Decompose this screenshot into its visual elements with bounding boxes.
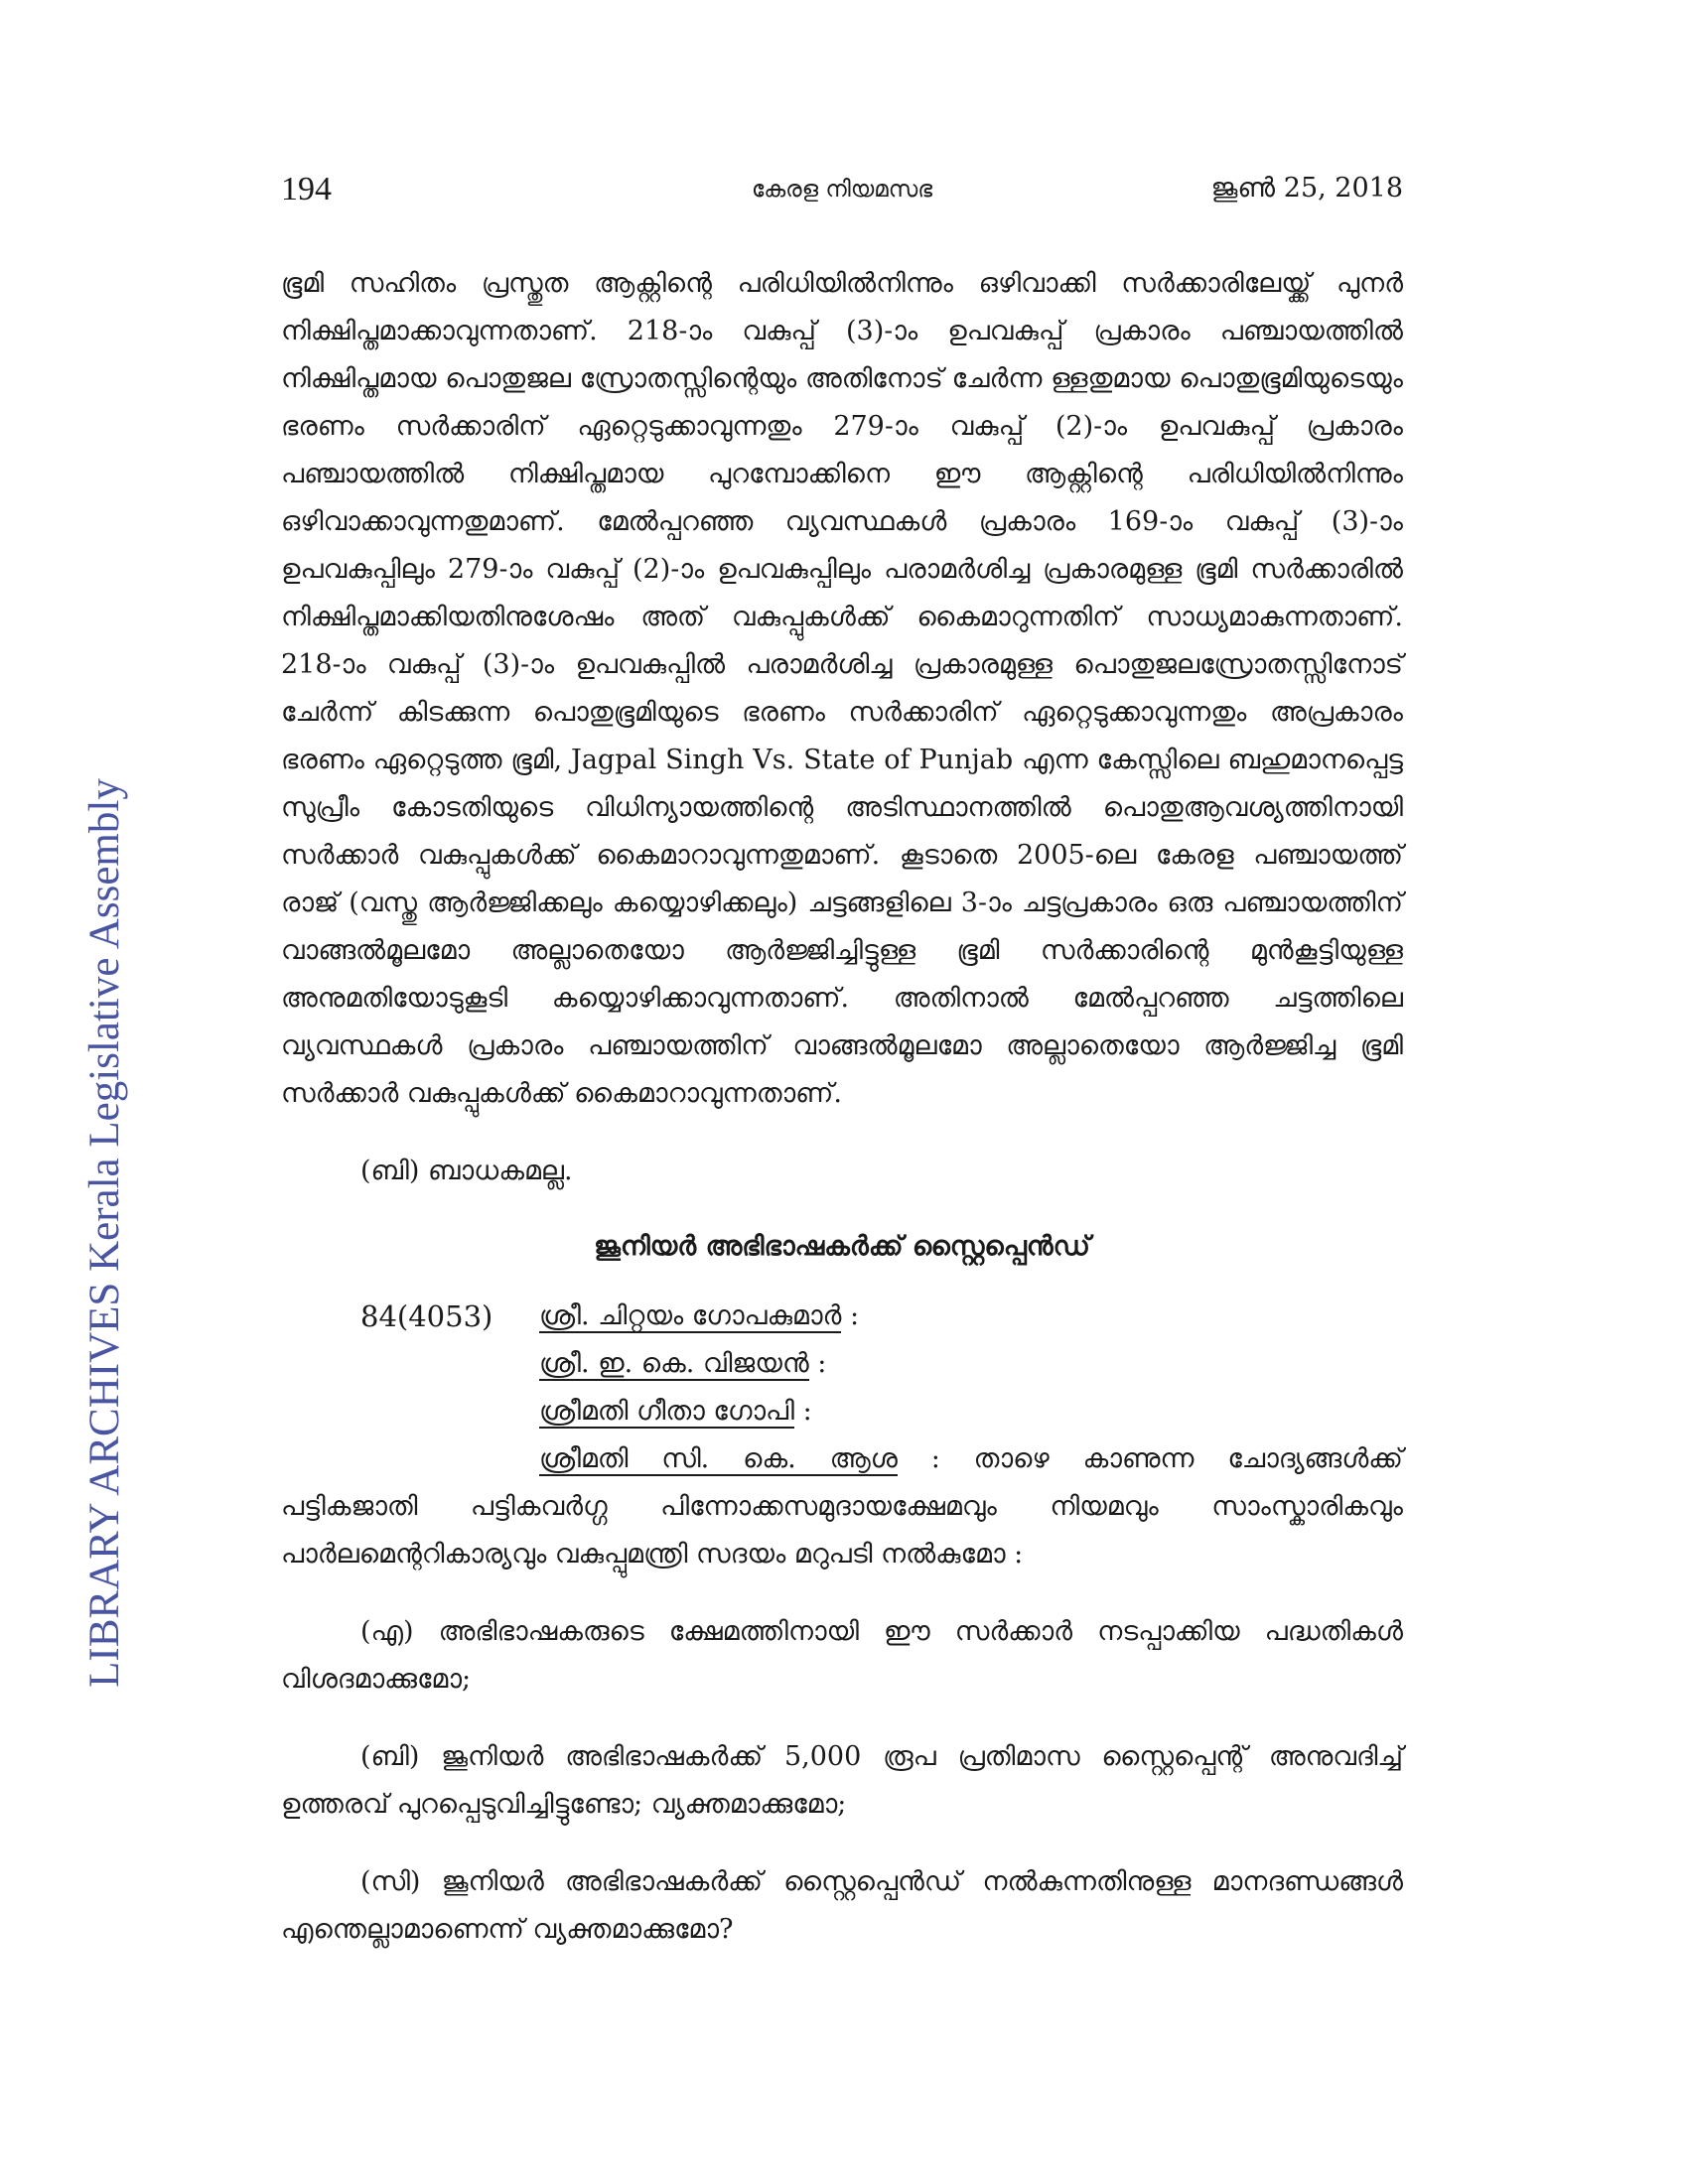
session-date: ജൂൺ 25, 2018 [1210,173,1403,204]
member-suffix: : [794,1396,812,1427]
answer-continuation-paragraph: ഭൂമി സഹിതം പ്രസ്തുത ആക്റ്റിന്റെ പരിധിയിൽനിന്നും ഒഴിവാക്കി സർക്കാരിലേയ്ക്ക് പുനർ നിക്ഷിപ്തമാക്കാവുന്നതാണ്. 218-ാം വകുപ്പ് (3)-ാം ഉപവകുപ്പ് പ്രകാരം പഞ്ചായത്തിൽ നിക്ഷിപ്തമായ പൊതുജല സ്രോതസ്സിന്റെയും അതിനോട് ചേർന്ന ള്ളതുമായ പൊതുഭൂമിയുടെയും ഭരണം സർക്കാരിന് ഏറ്റെടുക്കാവുന്നതും 279-ാം വകുപ്പ് (2)-ാം ഉപവകുപ്പ് പ്രകാരം പഞ്ചായത്തിൽ നിക്ഷിപ്തമായ പുറമ്പോക്കിനെ ഈ ആക്റ്റിന്റെ പരിധിയിൽനിന്നും ഒഴിവാക്കാവുന്നതുമാണ്. മേൽപ്പറഞ്ഞ വ്യവസ്ഥകൾ പ്രകാരം 169-ാം വകുപ്പ് (3)-ാം ഉപവകുപ്പിലും 279-ാം വകുപ്പ് (2)-ാം ഉപവകുപ്പിലും പരാമർശിച്ച പ്രകാരമുള്ള ഭൂമി സർക്കാരിൽ നിക്ഷിപ്തമാക്കിയതിനുശേഷം അത് വകുപ്പുകൾക്ക് കൈമാറുന്നതിന് സാധ്യമാകുന്നതാണ്. 218-ാം വകുപ്പ് (3)-ാം ഉപവകുപ്പിൽ പരാമർശിച്ച പ്രകാരമുള്ള പൊതുജലസ്രോതസ്സിനോട് ചേർന്ന് കിടക്കുന്ന പൊതുഭൂമിയുടെ ഭരണം സർക്കാരിന് ഏറ്റെടുക്കാവുന്നതും അപ്രകാരം ഭരണം ഏറ്റെടുത്ത ഭൂമി, Jagpal Singh Vs. State of Punjab എന്ന കേസ്സിലെ ബഹുമാനപ്പെട്ട സുപ്രീം കോടതിയുടെ വിധിന്യായത്തിന്റെ അടിസ്ഥാനത്തിൽ പൊതുആവശ്യത്തിനായി സർക്കാർ വകുപ്പുകൾക്ക് കൈമാറാവുന്നതുമാണ്. കൂടാതെ 2005-ലെ കേരള പഞ്ചായത്ത് രാജ് (വസ്തു ആർജ്ജിക്കലും കയ്യൊഴിക്കലും) ചട്ടങ്ങളിലെ 3-ാം ചട്ടപ്രകാരം ഒരു പഞ്ചായത്തിന് വാങ്ങൽമൂലമോ അല്ലാതെയോ ആർജ്ജിച്ചിട്ടുള്ള ഭൂമി സർക്കാരിന്റെ മുൻകൂട്ടിയുള്ള അനുമതിയോടുകൂടി കയ്യൊഴിക്കാവുന്നതാണ്. അതിനാൽ മേൽപ്പറഞ്ഞ ചട്ടത്തിലെ വ്യവസ്ഥകൾ പ്രകാരം പഞ്ചായത്തിന് വാങ്ങൽമൂലമോ അല്ലാതെയോ ആർജ്ജിച്ച ഭൂമി സർക്കാർ വകുപ്പുകൾക്ക് കൈമാറാവുന്നതാണ്. [281,268,1403,1109]
question-intro: : താഴെ കാണുന്ന ചോദ്യങ്ങൾക്ക് [897,1443,1403,1474]
question-item-b: (ബി) ജൂനിയർ അഭിഭാഷകർക്ക് 5,000 രൂപ പ്രതിമാസ സ്റ്റൈപ്പെന്റ് അനുവദിച്ച് ഉത്തരവ് പുറപ്പെടുവിച്ചിട്ടുണ്ടോ; വ്യക്തമാക്കുമോ; [281,1741,1403,1820]
answer-b-paragraph: (ബി) ബാധകമല്ല. [360,1156,573,1186]
question-heading: ജൂനിയർ അഭിഭാഷകർക്ക് സ്റ്റൈപ്പെൻഡ് [594,1231,1090,1262]
member-line [539,1388,1403,1435]
member-name: ശ്രീമതി ഗീതാ ഗോപി [539,1396,795,1427]
question-item-c: (സി) ജൂനിയർ അഭിഭാഷകർക്ക് സ്റ്റൈപ്പെൻഡ് നൽകുന്നതിനുള്ള മാനദണ്ഡങ്ങൾ എന്തെല്ലാമാണെന്ന് വ്യക്തമാക്കുമോ? [281,1866,1403,1945]
question-addressee: പട്ടികജാതി പട്ടികവർഗ്ഗ പിന്നോക്കസമുദായക്ഷേമവും നിയമവും സാംസ്കാരികവും പാർലമെന്ററികാര്യവും വകുപ്പുമന്ത്രി സദയം മറുപടി നൽകുമോ : [281,1491,1403,1570]
question-block [281,1293,1403,1578]
member-name: ശ്രീ. ഇ. കെ. വിജയൻ [539,1348,809,1379]
last-member-line [539,1435,1403,1483]
member-list [539,1293,1403,1435]
library-archives-watermark: LIBRARY ARCHIVES Kerala Legislative Assembly [81,778,128,1688]
member-suffix: : [841,1300,860,1331]
member-name: ശ്രീ. ചിറ്റയം ഗോപകുമാർ [539,1300,842,1331]
question-item-a: (എ) അഭിഭാഷകരുടെ ക്ഷേമത്തിനായി ഈ സർക്കാർ നടപ്പാക്കിയ പദ്ധതികൾ വിശദമാക്കുമോ; [281,1616,1403,1695]
question-number: 84(4053) [360,1299,493,1333]
member-name: ശ്രീമതി സി. കെ. ആശ [539,1443,898,1474]
page-number: 194 [281,171,332,207]
member-line [539,1340,1403,1388]
member-line [539,1293,1403,1340]
journal-title: കേരള നിയമസഭ [751,177,933,203]
page-header [281,167,1403,216]
member-suffix: : [808,1348,827,1379]
page-content [281,260,1403,1954]
